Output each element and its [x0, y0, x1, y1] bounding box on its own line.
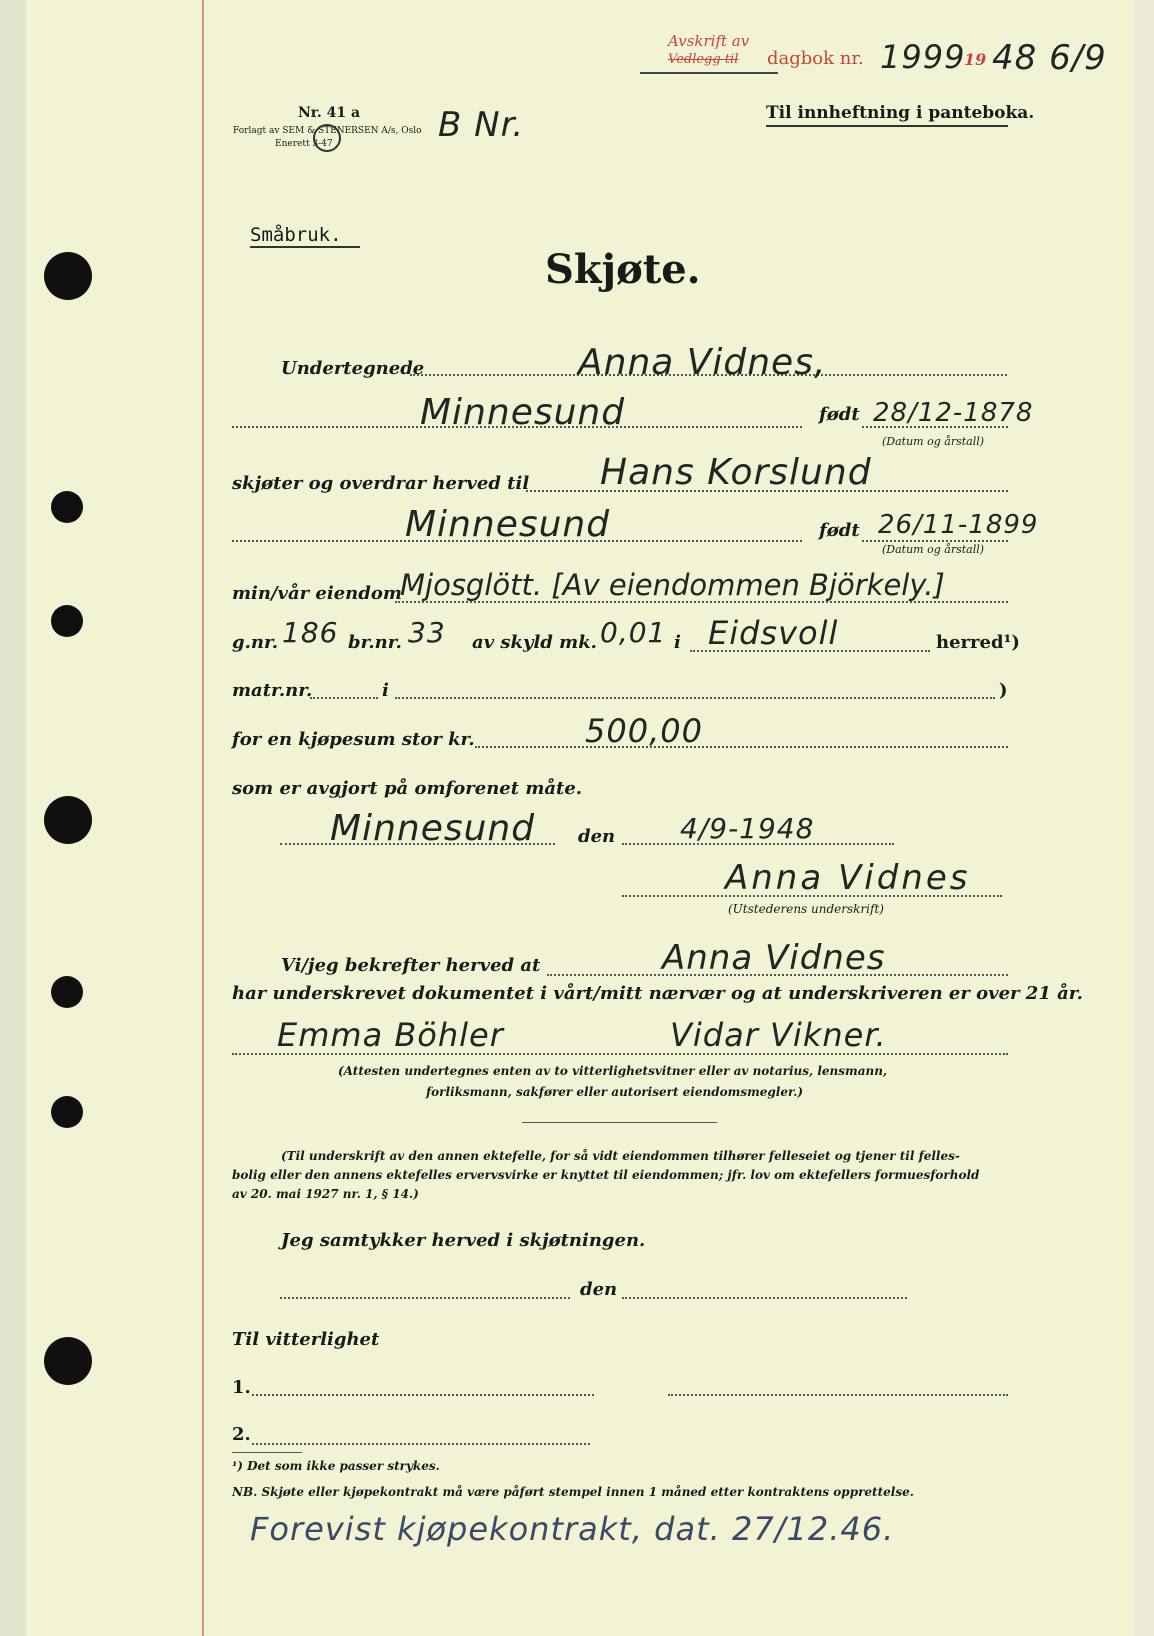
- seller-name: Anna Vidnes,: [578, 342, 827, 383]
- avskrift-label: Avskrift av: [668, 32, 750, 50]
- witness-line-1b: [668, 1394, 1008, 1396]
- kjopesum-value: 500,00: [585, 712, 703, 750]
- witness-number-1: 1.: [232, 1377, 251, 1398]
- innheftning-label: Til innheftning i panteboka.: [766, 103, 1035, 123]
- spouse-note-2: bolig eller den annens ektefelles ervervsvirke er knyttet til eiendommen; jfr. lov om ektefellers formuesforhold: [232, 1168, 980, 1182]
- punch-hole: [51, 605, 83, 637]
- year-date: 48 6/9: [992, 38, 1107, 78]
- skyld-label: av skyld mk.: [472, 632, 597, 653]
- buyer-born-line: [862, 540, 1008, 542]
- gnr-value: 186: [282, 616, 339, 649]
- seller-place: Minnesund: [420, 392, 626, 433]
- handwritten-register-mark: B Nr.: [438, 105, 525, 145]
- publisher-logo-icon: [313, 124, 341, 152]
- skyld-i-label: i: [674, 632, 681, 653]
- innheftning-underline: [766, 125, 1008, 127]
- brnr-value: 33: [408, 616, 446, 649]
- typed-note: Småbruk.: [250, 224, 342, 246]
- punch-hole: [44, 252, 92, 300]
- eiendom-label: min/vår eiendom: [232, 583, 402, 604]
- witness-1-signature: Emma Böhler: [277, 1016, 504, 1054]
- footnote-1: ¹) Det som ikke passer strykes.: [232, 1459, 440, 1473]
- den-label: den: [578, 826, 616, 847]
- year-prefix: 19: [964, 50, 987, 69]
- dagbok-number: 1999: [880, 38, 966, 76]
- footnote-nb: NB. Skjøte eller kjøpekontrakt må være påført stempel innen 1 måned etter kontraktens opprettelse.: [232, 1485, 914, 1499]
- witness-2-signature: Vidar Vikner.: [670, 1016, 887, 1054]
- publisher-line1: Forlagt av SEM & STENERSEN A/s, Oslo: [233, 126, 422, 136]
- kjopesum-label: for en kjøpesum stor kr.: [232, 729, 475, 750]
- spouse-den-label: den: [580, 1279, 618, 1300]
- publisher-line2: Enerett 3-47: [275, 139, 333, 149]
- brnr-label: br.nr.: [348, 632, 402, 653]
- spouse-date-line: [622, 1297, 907, 1299]
- witness-statement: har underskrevet dokumentet i vårt/mitt nærvær og at underskriveren er over 21 år.: [232, 983, 1083, 1004]
- punch-hole: [51, 976, 83, 1008]
- eiendom-value: Mjosglött. [Av eiendommen Björkely.]: [400, 568, 945, 602]
- header-underline: [640, 72, 778, 74]
- seller-datum-caption: (Datum og årstall): [882, 435, 985, 448]
- witness-note-1: (Attesten undertegnes enten av to vitterlighetsvitner eller av notarius, lensmann,: [338, 1064, 888, 1078]
- section-divider: [522, 1122, 717, 1123]
- herred-value: Eidsvoll: [708, 614, 839, 652]
- witness-note-2: forliksmann, sakfører eller autorisert eiendomsmegler.): [426, 1085, 804, 1099]
- witness-line-2: [252, 1443, 590, 1445]
- place-signed: Minnesund: [330, 808, 536, 849]
- vi-value: Anna Vidnes: [662, 938, 886, 978]
- document-title: Skjøte.: [545, 246, 701, 293]
- punch-hole: [44, 796, 92, 844]
- typed-note-underline: [250, 246, 360, 248]
- skyld-value: 0,01: [600, 616, 667, 649]
- spouse-place-line: [280, 1297, 570, 1299]
- witness-number-2: 2.: [232, 1424, 251, 1445]
- avgjort-text: som er avgjort på omforenet måte.: [232, 778, 583, 799]
- matr-line-1: [310, 697, 378, 699]
- undertegnede-label: Undertegnede: [281, 358, 425, 379]
- matr-close: ): [999, 680, 1008, 701]
- buyer-datum-caption: (Datum og årstall): [882, 543, 985, 556]
- buyer-name: Hans Korslund: [600, 452, 872, 493]
- buyer-born-date: 26/11-1899: [878, 510, 1039, 540]
- witness-line-1a: [252, 1394, 594, 1396]
- gnr-label: g.nr.: [232, 632, 279, 653]
- form-number: Nr. 41 a: [298, 105, 361, 121]
- scan-left-edge: [0, 0, 26, 1636]
- buyer-born-label: født: [819, 520, 860, 541]
- footnote-rule: [232, 1452, 302, 1453]
- punch-hole: [51, 491, 83, 523]
- date-signed: 4/9-1948: [680, 812, 815, 845]
- vitterlighet-label: Til vitterlighet: [232, 1329, 380, 1350]
- seller-born-date: 28/12-1878: [873, 398, 1034, 428]
- vedlegg-label: Vedlegg til: [668, 52, 739, 67]
- buyer-place: Minnesund: [405, 504, 611, 545]
- dagbok-label: dagbok nr.: [767, 48, 864, 69]
- kjopesum-line: [475, 746, 1008, 748]
- punch-hole: [51, 1096, 83, 1128]
- spouse-note-1: (Til underskrift av den annen ektefelle, for så vidt eiendommen tilhører felleseiet og tjener til felles-: [281, 1149, 960, 1163]
- utstederens-caption: (Utstederens underskrift): [728, 902, 884, 916]
- bottom-handwritten-note: Forevist kjøpekontrakt, dat. 27/12.46.: [250, 1510, 895, 1548]
- punch-hole: [44, 1337, 92, 1385]
- red-margin-line: [202, 0, 204, 1636]
- matr-line-2: [395, 697, 995, 699]
- matr-i-label: i: [382, 680, 389, 701]
- matr-label: matr.nr.: [232, 680, 313, 701]
- vi-label: Vi/jeg bekrefter herved at: [281, 955, 541, 976]
- spouse-note-3: av 20. mai 1927 nr. 1, § 14.): [232, 1187, 419, 1201]
- samtykker-text: Jeg samtykker herved i skjøtningen.: [281, 1230, 646, 1251]
- seller-born-label: født: [819, 404, 860, 425]
- skjoter-label: skjøter og overdrar herved til: [232, 473, 530, 494]
- scan-right-edge: [1134, 0, 1154, 1636]
- issuer-signature: Anna Vidnes: [725, 858, 971, 898]
- herred-label: herred¹): [936, 632, 1020, 653]
